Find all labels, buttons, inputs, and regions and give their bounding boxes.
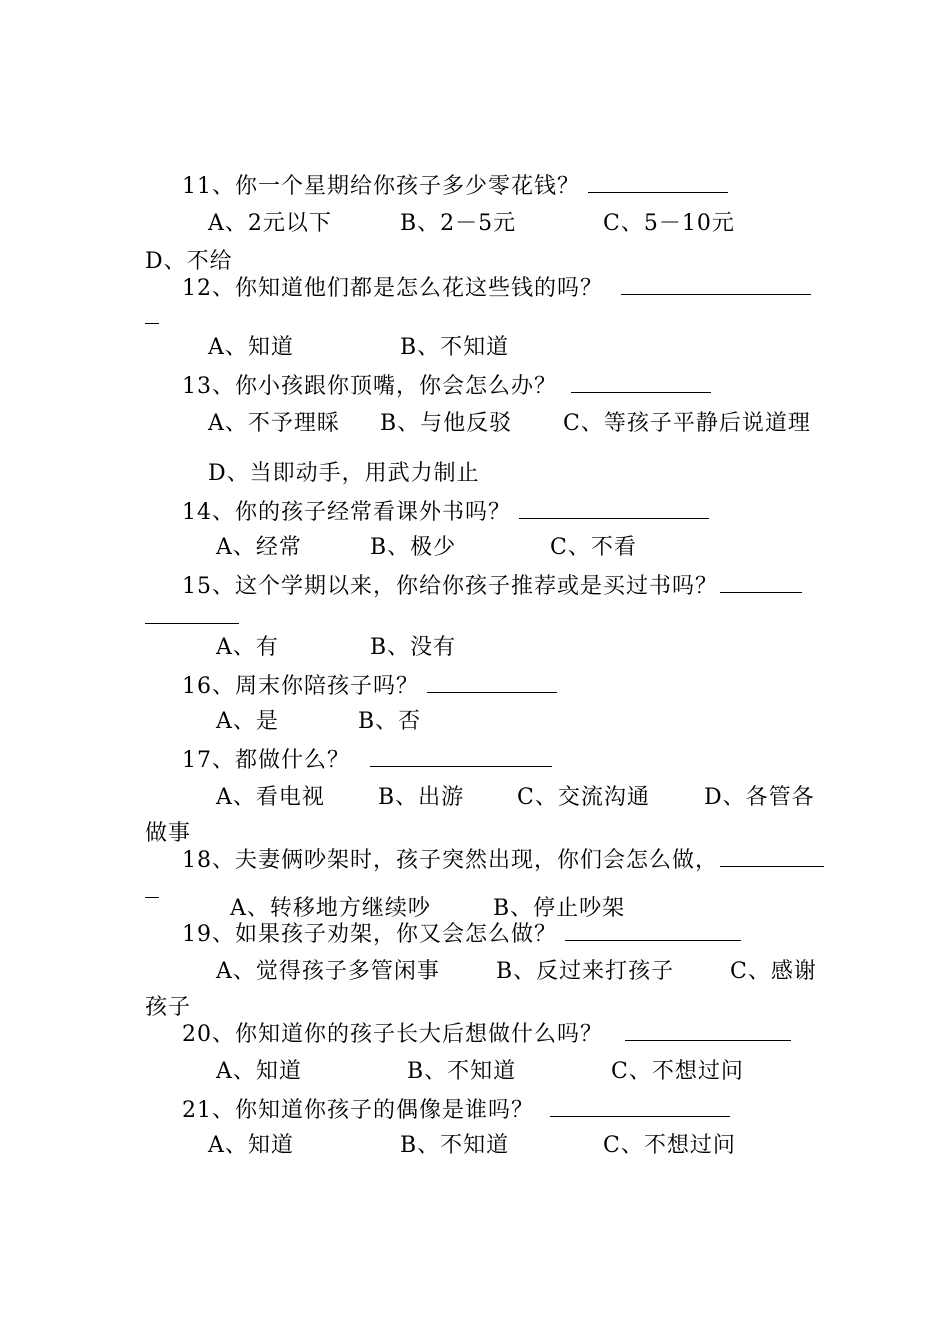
option-13-c: C、等孩子平静后说道理 <box>563 411 811 436</box>
answer-blank-12[interactable] <box>621 274 811 295</box>
option-17-b: B、出游 <box>378 785 465 810</box>
question-19-text: 19、如果孩子劝架，你又会怎么做？ <box>182 922 557 947</box>
option-15-b: B、没有 <box>370 635 457 660</box>
option-20-c: C、不想过问 <box>611 1059 744 1084</box>
answer-blank-20[interactable] <box>625 1020 791 1041</box>
question-11-text: 11、你一个星期给你孩子多少零花钱？ <box>182 174 580 199</box>
question-20 <box>182 1020 791 1049</box>
question-16-text: 16、周末你陪孩子吗？ <box>182 674 419 699</box>
option-11-d: D、不给 <box>145 249 233 274</box>
option-21-b: B、不知道 <box>400 1133 510 1158</box>
option-20-a: A、知道 <box>216 1059 302 1084</box>
question-12 <box>182 274 811 303</box>
question-15 <box>182 572 802 601</box>
option-18-b: B、停止吵架 <box>493 896 626 921</box>
option-11-b: B、2－5元 <box>400 211 517 236</box>
option-12-a: A、知道 <box>208 335 294 360</box>
option-11-c: C、5－10元 <box>603 211 735 236</box>
question-18-text: 18、夫妻俩吵架时，孩子突然出现，你们会怎么做， <box>182 848 718 873</box>
answer-blank-11[interactable] <box>588 172 728 193</box>
option-20-b: B、不知道 <box>407 1059 517 1084</box>
option-11-a: A、2元以下 <box>208 211 332 236</box>
question-18 <box>182 846 824 875</box>
question-13-text: 13、你小孩跟你顶嘴，你会怎么办？ <box>182 374 557 399</box>
question-14-text: 14、你的孩子经常看课外书吗？ <box>182 500 511 525</box>
question-17 <box>182 746 552 775</box>
question-21-text: 21、你知道你孩子的偶像是谁吗？ <box>182 1098 534 1123</box>
answer-blank-16[interactable] <box>427 672 557 693</box>
question-12-text: 12、你知道他们都是怎么花这些钱的吗？ <box>182 276 603 301</box>
option-17-d-continuation: 做事 <box>145 821 192 846</box>
question-20-text: 20、你知道你的孩子长大后想做什么吗？ <box>182 1022 603 1047</box>
question-21 <box>182 1096 730 1125</box>
option-19-b: B、反过来打孩子 <box>496 959 675 984</box>
question-17-text: 17、都做什么？ <box>182 748 350 773</box>
option-19-c: C、感谢 <box>730 959 817 984</box>
option-17-c: C、交流沟通 <box>517 785 650 810</box>
option-13-d: D、当即动手，用武力制止 <box>208 461 480 486</box>
question-14 <box>182 498 709 527</box>
option-14-b: B、极少 <box>370 535 457 560</box>
option-16-a: A、是 <box>216 709 279 734</box>
question-16 <box>182 672 557 701</box>
answer-blank-18-continuation <box>145 896 159 898</box>
answer-blank-18[interactable] <box>720 846 824 867</box>
option-19-c-continuation: 孩子 <box>145 995 192 1020</box>
answer-blank-17[interactable] <box>370 746 552 767</box>
option-19-a: A、觉得孩子多管闲事 <box>216 959 440 984</box>
answer-blank-21[interactable] <box>550 1096 730 1117</box>
option-16-b: B、否 <box>358 709 422 734</box>
answer-blank-15-continuation <box>145 622 239 624</box>
question-13 <box>182 372 711 401</box>
question-15-text: 15、这个学期以来，你给你孩子推荐或是买过书吗？ <box>182 574 718 599</box>
question-11 <box>182 172 728 201</box>
answer-blank-19[interactable] <box>565 920 741 941</box>
answer-blank-14[interactable] <box>519 498 709 519</box>
option-17-d: D、各管各 <box>704 785 815 810</box>
answer-blank-12-continuation <box>145 322 159 324</box>
option-14-a: A、经常 <box>216 535 302 560</box>
answer-blank-15[interactable] <box>720 572 802 593</box>
option-21-a: A、知道 <box>208 1133 294 1158</box>
option-13-b: B、与他反驳 <box>380 411 513 436</box>
option-13-a: A、不予理睬 <box>208 411 340 436</box>
option-21-c: C、不想过问 <box>603 1133 736 1158</box>
option-18-a: A、转移地方继续吵 <box>230 896 431 921</box>
option-17-a: A、看电视 <box>216 785 325 810</box>
option-12-b: B、不知道 <box>400 335 510 360</box>
option-15-a: A、有 <box>216 635 279 660</box>
question-19 <box>182 920 741 949</box>
answer-blank-13[interactable] <box>571 372 711 393</box>
option-14-c: C、不看 <box>550 535 637 560</box>
